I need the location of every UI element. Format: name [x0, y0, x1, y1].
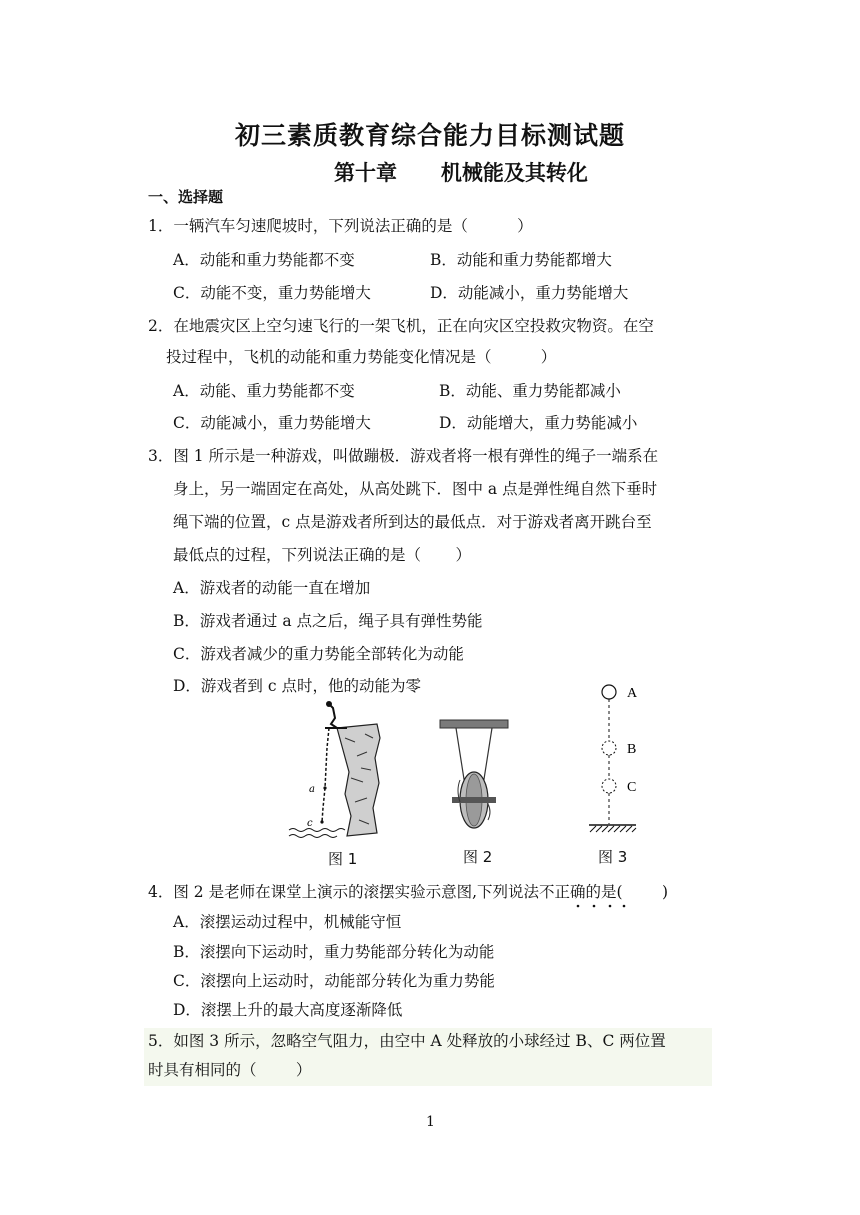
q2-stem-line2: 投过程中，飞机的动能和重力势能变化情况是（ ）	[166, 348, 557, 366]
page-number: 1	[426, 1114, 435, 1130]
q1-option-a: A．动能和重力势能都不变	[173, 251, 355, 269]
figure-3-falling-ball	[584, 680, 654, 840]
q5-stem-line1: 5．如图 3 所示，忽略空气阻力，由空中 A 处释放的小球经过 B、C 两位置	[148, 1032, 666, 1050]
q1-option-d: D．动能减小，重力势能增大	[430, 284, 629, 302]
figure-1-bungee	[285, 698, 385, 840]
support-bar	[440, 720, 508, 728]
q1-option-b: B．动能和重力势能都增大	[430, 251, 612, 269]
q4-option-a: A．滚摆运动过程中，机械能守恒	[173, 913, 402, 931]
q4-option-b: B．滚摆向下运动时，重力势能部分转化为动能	[173, 943, 495, 961]
rotation-arrow-2	[488, 804, 490, 820]
figure-1-caption: 图 1	[328, 850, 358, 868]
q3-stem-line4: 最低点的过程，下列说法正确的是（ ）	[173, 546, 471, 564]
q4-option-d: D．滚摆上升的最大高度逐渐降低	[173, 1001, 403, 1019]
q2-option-a: A．动能、重力势能都不变	[173, 382, 355, 400]
q2-option-c: C．动能减小，重力势能增大	[173, 414, 371, 432]
q3-stem-line1: 3．图 1 所示是一种游戏，叫做蹦极．游戏者将一根有弹性的绳子一端系在	[148, 447, 659, 465]
q1-stem: 1．一辆汽车匀速爬坡时，下列说法正确的是（ ）	[148, 217, 533, 235]
q3-stem-line3: 绳下端的位置，c 点是游戏者所到达的最低点．对于游戏者离开跳台至	[173, 513, 652, 531]
q3-option-b: B．游戏者通过 a 点之后，绳子具有弹性势能	[173, 612, 483, 630]
point-c-dot	[320, 820, 323, 823]
q4-stem: 4．图 2 是老师在课堂上演示的滚摆实验示意图,下列说法不正确的是( )	[148, 883, 669, 901]
fig1-label-c: c	[307, 818, 313, 829]
figure-2-caption: 图 2	[463, 848, 493, 866]
point-a-dot	[323, 786, 326, 789]
q5-stem-line2: 时具有相同的（ ）	[148, 1061, 312, 1079]
q1-option-c: C．动能不变，重力势能增大	[173, 284, 371, 302]
fig1-label-a: a	[309, 784, 315, 795]
q3-option-a: A．游戏者的动能一直在增加	[173, 579, 371, 597]
q3-option-d: D．游戏者到 c 点时，他的动能为零	[173, 677, 421, 695]
fig3-label-c: C	[627, 780, 637, 795]
emphasis-dots	[570, 903, 630, 909]
ground-hatch	[590, 826, 636, 832]
q2-option-b: B．动能、重力势能都减小	[439, 382, 621, 400]
q3-option-c: C．游戏者减少的重力势能全部转化为动能	[173, 645, 464, 663]
fig3-label-b: B	[627, 742, 637, 757]
section-heading: 一、选择题	[148, 188, 224, 206]
water-line-2	[289, 835, 337, 838]
fig3-label-a: A	[627, 686, 638, 701]
figure-2-rolling-pendulum	[438, 718, 510, 834]
water-line-1	[289, 829, 345, 832]
bungee-rope	[322, 728, 329, 822]
page-title: 初三素质教育综合能力目标测试题	[234, 121, 625, 150]
ball-position-a	[602, 685, 616, 699]
ball-position-c	[602, 779, 616, 793]
jumper-head	[326, 701, 332, 707]
q2-stem-line1: 2．在地震灾区上空匀速飞行的一架飞机，正在向灾区空投救灾物资。在空	[148, 317, 654, 335]
q4-option-c: C．滚摆向上运动时，动能部分转化为重力势能	[173, 972, 495, 990]
q3-stem-line2: 身上，另一端固定在高处，从高处跳下．图中 a 点是弹性绳自然下垂时	[173, 480, 658, 498]
chapter-subtitle: 第十章 机械能及其转化	[334, 161, 588, 185]
ball-position-b	[602, 741, 616, 755]
q2-option-d: D．动能增大，重力势能减小	[439, 414, 638, 432]
figure-3-caption: 图 3	[598, 848, 628, 866]
